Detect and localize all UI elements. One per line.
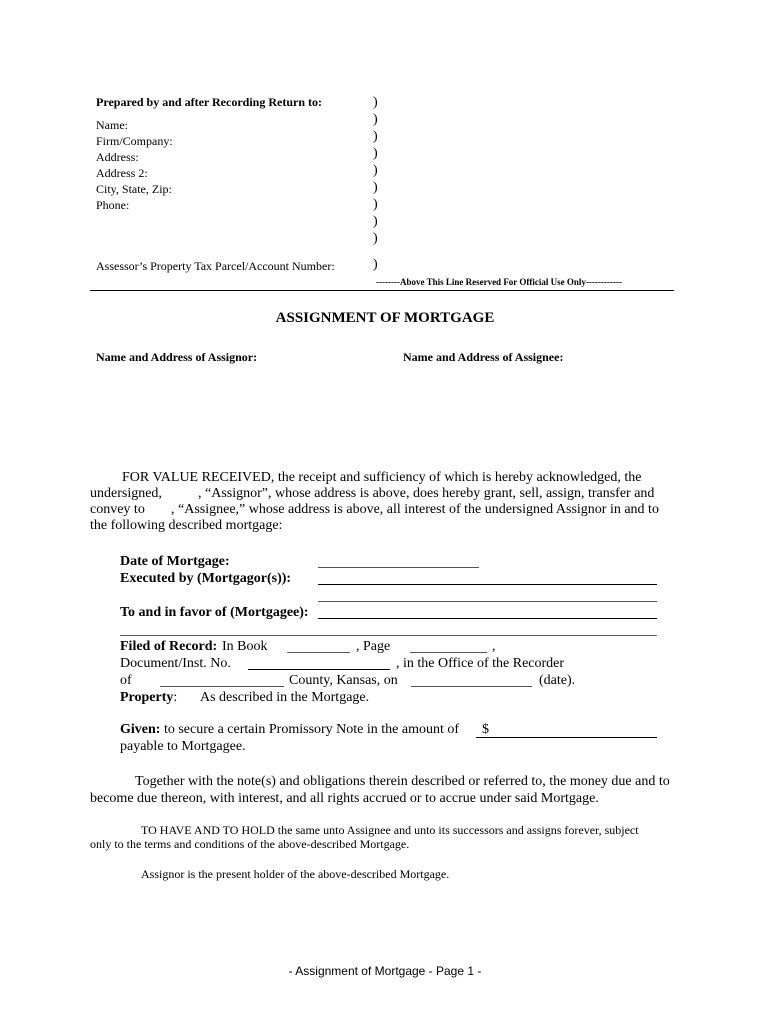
page-text: , Page bbox=[356, 639, 391, 654]
parcel-number-label: Assessor’s Property Tax Parcel/Account Number: bbox=[96, 259, 335, 273]
official-use-divider bbox=[90, 290, 674, 291]
assignee-label: Name and Address of Assignee: bbox=[403, 350, 564, 364]
para1-line4: the following described mortgage: bbox=[90, 518, 283, 533]
document-title: ASSIGNMENT OF MORTGAGE bbox=[275, 310, 495, 326]
paren-mark: ) bbox=[373, 146, 378, 161]
book-number-blank[interactable] bbox=[287, 652, 350, 653]
phone-field-label: Phone: bbox=[96, 198, 130, 212]
habendum-line1: TO HAVE AND TO HOLD the same unto Assignee and unto its successors and assigns forever, subject bbox=[141, 823, 639, 837]
paren-mark: ) bbox=[373, 180, 378, 195]
address2-field-label: Address 2: bbox=[96, 166, 148, 180]
in-book-text: In Book bbox=[222, 639, 268, 654]
property-colon: : bbox=[173, 690, 178, 705]
paren-mark: ) bbox=[373, 214, 378, 229]
recorder-office-text: , in the Office of the Recorder bbox=[396, 656, 565, 671]
together-line1: Together with the note(s) and obligations therein described or referred to, the money due and to bbox=[135, 774, 670, 789]
given-label: Given: bbox=[120, 722, 161, 737]
para1-line2: , “Assignor”, whose address is above, does hereby grant, sell, assign, transfer and bbox=[198, 486, 655, 501]
date-of-mortgage-blank[interactable] bbox=[318, 567, 479, 568]
habendum-line2: only to the terms and conditions of the above-described Mortgage. bbox=[90, 837, 410, 851]
dollar-sign: $ bbox=[482, 722, 489, 737]
assignor-label: Name and Address of Assignor: bbox=[96, 350, 258, 364]
filed-of-record-label: Filed of Record: bbox=[120, 639, 218, 654]
mortgage-section-divider bbox=[120, 635, 657, 636]
paren-mark: ) bbox=[373, 231, 378, 246]
city-state-zip-label: City, State, Zip: bbox=[96, 182, 172, 196]
paren-mark: ) bbox=[373, 257, 378, 272]
executed-by-label: Executed by (Mortgagor(s)): bbox=[120, 571, 292, 586]
prepared-by-heading: Prepared by and after Recording Return to: bbox=[96, 95, 322, 109]
document-inst-label: Document/Inst. No. bbox=[120, 656, 231, 671]
county-blank[interactable] bbox=[160, 686, 284, 687]
county-kansas-text: County, Kansas, on bbox=[289, 673, 398, 688]
para1-undersigned: undersigned, bbox=[90, 486, 162, 501]
date-of-mortgage-label: Date of Mortgage: bbox=[120, 554, 230, 569]
document-number-blank[interactable] bbox=[248, 669, 390, 670]
paren-mark: ) bbox=[373, 197, 378, 212]
mortgagee-blank[interactable] bbox=[318, 618, 657, 619]
together-line2: become due thereon, with interest, and all rights accrued or to accrue under said Mortgage. bbox=[90, 791, 599, 806]
comma-text: , bbox=[492, 639, 496, 654]
address-field-label: Address: bbox=[96, 150, 139, 164]
date-text: (date). bbox=[539, 673, 576, 688]
page-footer: - Assignment of Mortgage - Page 1 - bbox=[288, 964, 482, 978]
note-amount-blank[interactable] bbox=[476, 737, 657, 738]
paren-mark: ) bbox=[373, 112, 378, 127]
property-label: Property bbox=[120, 690, 174, 705]
para1-line1: FOR VALUE RECEIVED, the receipt and sufficiency of which is hereby acknowledged, the bbox=[122, 470, 642, 485]
mortgagor-blank[interactable] bbox=[318, 584, 657, 585]
paren-mark: ) bbox=[373, 129, 378, 144]
property-description: As described in the Mortgage. bbox=[200, 690, 370, 705]
reserved-line-text: --------Above This Line Reserved For Official Use Only------------ bbox=[376, 277, 622, 287]
page-number-blank[interactable] bbox=[410, 652, 487, 653]
para1-line3: , “Assignee,” whose address is above, all interest of the undersigned Assignor in and to bbox=[171, 502, 659, 517]
para1-convey-to: convey to bbox=[90, 502, 145, 517]
paren-mark: ) bbox=[373, 163, 378, 178]
given-text: to secure a certain Promissory Note in the amount of bbox=[163, 722, 460, 737]
holder-statement: Assignor is the present holder of the above-described Mortgage. bbox=[141, 867, 450, 881]
recording-date-blank[interactable] bbox=[411, 686, 532, 687]
payable-text: payable to Mortgagee. bbox=[120, 739, 246, 754]
firm-field-label: Firm/Company: bbox=[96, 134, 173, 148]
name-field-label: Name: bbox=[96, 118, 128, 132]
mortgagee-label: To and in favor of (Mortgagee): bbox=[120, 605, 309, 620]
of-text: of bbox=[120, 673, 132, 688]
paren-mark: ) bbox=[373, 95, 378, 110]
mortgagor-blank-2[interactable] bbox=[318, 601, 657, 602]
